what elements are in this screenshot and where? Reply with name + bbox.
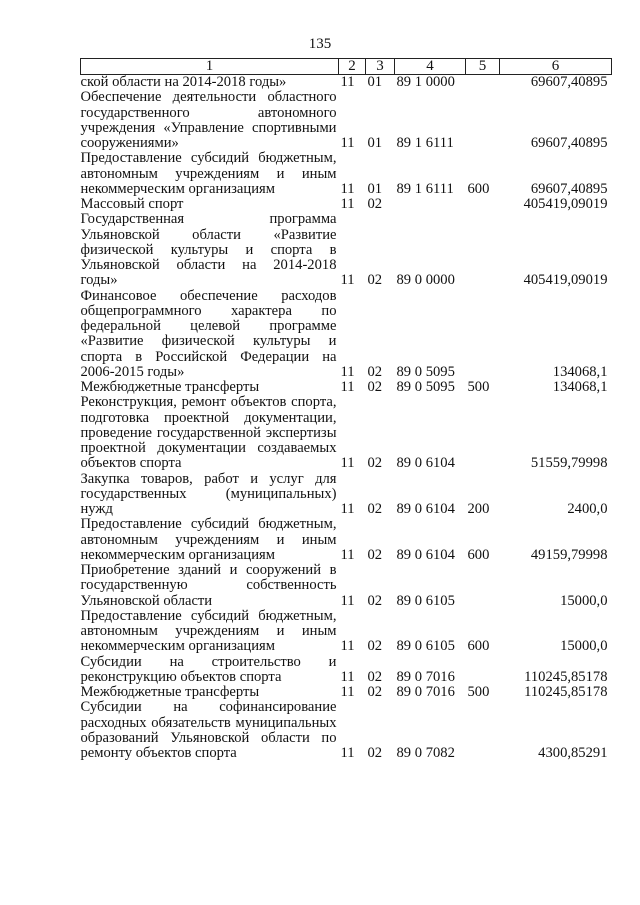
cell-c5 — [466, 655, 500, 686]
cell-c4: 89 1 6111 — [396, 135, 454, 151]
cell-c4: 89 0 7016 — [396, 668, 455, 685]
row-description: Государственная программа Ульяновской области «Развитие физической культуры и спорта в Ульяновской области на 2014-2018 годы» — [80, 211, 337, 289]
table-row — [81, 289, 612, 381]
cell-c2: 11 — [340, 455, 355, 472]
column-header: 4 — [395, 59, 466, 75]
cell-c6: 15000,0 — [560, 638, 608, 655]
cell-c3: 02 — [367, 379, 383, 395]
cell-c5: 600 — [467, 180, 490, 197]
cell-c5: 600 — [467, 546, 490, 563]
cell-c2: 11 — [340, 196, 355, 212]
table-row — [81, 700, 612, 761]
row-description: Межбюджетные трансферты — [80, 684, 260, 700]
table-row — [81, 151, 612, 197]
cell-c3: 02 — [367, 638, 383, 655]
cell-c3: 02 — [367, 501, 383, 517]
row-description: Закупка товаров, работ и услуг для государственных (муниципальных) нужд — [80, 470, 337, 517]
cell-c4: 89 0 6104 — [396, 546, 455, 563]
page-number: 135 — [308, 36, 332, 52]
cell-c5: 500 — [467, 379, 490, 395]
row-description: Реконструкция, ремонт объектов спорта, подготовка проектной документации, проведение государственной экспертизы проектной документации создаваемых объектов спорта — [80, 394, 337, 472]
cell-c3: 02 — [367, 546, 383, 563]
cell-c5 — [466, 395, 500, 471]
cell-c2: 11 — [340, 363, 355, 380]
cell-c6: 69607,40895 — [530, 180, 608, 197]
cell-c4: 89 0 5095 — [396, 363, 455, 380]
cell-c6: 134068,1 — [552, 379, 608, 395]
column-header: 1 — [81, 59, 339, 75]
column-header: 6 — [500, 59, 612, 75]
row-description: Предоставление субсидий бюджетным, автономным учреждениям и иным некоммерческим организациям — [80, 516, 337, 563]
cell-c4: 89 0 6105 — [396, 638, 455, 655]
cell-c3: 02 — [367, 668, 383, 685]
cell-c2: 11 — [340, 180, 355, 197]
cell-c6: 110245,85178 — [524, 668, 608, 685]
row-description: Субсидии на строительство и реконструкцию объектов спорта — [80, 653, 337, 685]
cell-c5 — [466, 289, 500, 381]
cell-c6: 2400,0 — [567, 501, 608, 517]
cell-c6: 49159,79998 — [530, 546, 608, 563]
cell-c2: 11 — [340, 668, 355, 685]
cell-c2: 11 — [340, 501, 355, 517]
cell-c3: 01 — [367, 74, 383, 90]
cell-c6: 405419,09019 — [523, 272, 608, 289]
row-description: Субсидии на софинансирование расходных обязательств муниципальных образований Ульяновской области по ремонту объектов спорта — [80, 699, 337, 761]
table-row — [81, 563, 612, 609]
cell-c3: 02 — [367, 745, 383, 761]
cell-c2: 11 — [340, 592, 355, 609]
cell-c4: 89 1 0000 — [396, 74, 455, 90]
row-description: Межбюджетные трансферты — [80, 379, 260, 395]
cell-c4: 89 0 6104 — [396, 501, 455, 517]
cell-c6: 134068,1 — [552, 363, 608, 380]
row-description: Обеспечение деятельности областного государственного автономного учреждения «Управление спортивными сооружениями» — [80, 89, 337, 151]
column-header: 5 — [466, 59, 500, 75]
table-row — [81, 395, 612, 471]
table-row — [81, 609, 612, 655]
budget-table — [80, 58, 612, 761]
cell-c2: 11 — [340, 684, 355, 700]
cell-c4: 89 0 6105 — [396, 592, 455, 609]
cell-c2: 11 — [340, 272, 355, 289]
cell-c6: 15000,0 — [560, 592, 608, 609]
cell-c5: 500 — [467, 684, 490, 700]
cell-c2: 11 — [340, 745, 355, 761]
row-description: Приобретение зданий и сооружений в государственную собственность Ульяновской области — [80, 562, 337, 609]
cell-c5 — [466, 90, 500, 151]
table-row — [81, 517, 612, 563]
cell-c6: 405419,09019 — [523, 196, 608, 212]
cell-c4: 89 0 0000 — [396, 272, 455, 289]
cell-c5 — [466, 197, 500, 212]
cell-c3: 02 — [367, 272, 383, 289]
row-description: ской области на 2014-2018 годы» — [80, 74, 287, 90]
row-description: Предоставление субсидий бюджетным, автономным учреждениям и иным некоммерческим организациям — [80, 607, 337, 655]
cell-c5 — [466, 212, 500, 288]
cell-c4: 89 1 6111 — [396, 180, 454, 197]
row-description: Предоставление субсидий бюджетным, автономным учреждениям и иным некоммерческим организациям — [80, 150, 337, 197]
table-row — [81, 197, 612, 212]
cell-c3: 02 — [367, 455, 383, 472]
cell-c3: 02 — [367, 363, 383, 380]
cell-c5: 600 — [467, 638, 490, 655]
column-header: 3 — [366, 59, 395, 75]
row-description: Финансовое обеспечение расходов общепрограммного характера по федеральной целевой программе «Развитие физической культуры и спорта в Российской Федерации на 2006-2015 годы» — [80, 287, 337, 380]
cell-c5 — [466, 700, 500, 761]
table-row — [81, 472, 612, 518]
cell-c6: 69607,40895 — [530, 135, 608, 151]
column-header: 2 — [339, 59, 366, 75]
cell-c5 — [466, 563, 500, 609]
cell-c6: 4300,85291 — [538, 745, 608, 761]
cell-c2: 11 — [340, 379, 355, 395]
table-header-row — [81, 59, 612, 75]
table-row — [81, 685, 612, 700]
cell-c5: 200 — [467, 501, 490, 517]
cell-c4: 89 0 7016 — [396, 684, 455, 700]
table-row — [81, 655, 612, 686]
cell-c6: 110245,85178 — [524, 684, 608, 700]
cell-c3: 02 — [367, 196, 383, 212]
cell-c2: 11 — [340, 546, 355, 563]
cell-c4: 89 0 5095 — [396, 379, 455, 395]
cell-c3: 01 — [367, 180, 383, 197]
cell-c6: 69607,40895 — [530, 74, 608, 90]
row-description: Массовый спорт — [80, 196, 184, 212]
table-row — [81, 380, 612, 395]
cell-c3: 01 — [367, 135, 383, 151]
table-row — [81, 212, 612, 288]
cell-c4 — [395, 197, 466, 212]
cell-c2: 11 — [340, 74, 355, 90]
cell-c2: 11 — [340, 638, 355, 655]
cell-c4: 89 0 7082 — [396, 745, 455, 761]
cell-c5 — [466, 75, 500, 91]
cell-c4: 89 0 6104 — [396, 455, 455, 472]
table-row — [81, 75, 612, 91]
cell-c3: 02 — [367, 592, 383, 609]
cell-c3: 02 — [367, 684, 383, 700]
cell-c2: 11 — [340, 135, 355, 151]
cell-c6: 51559,79998 — [530, 455, 608, 472]
table-row — [81, 90, 612, 151]
